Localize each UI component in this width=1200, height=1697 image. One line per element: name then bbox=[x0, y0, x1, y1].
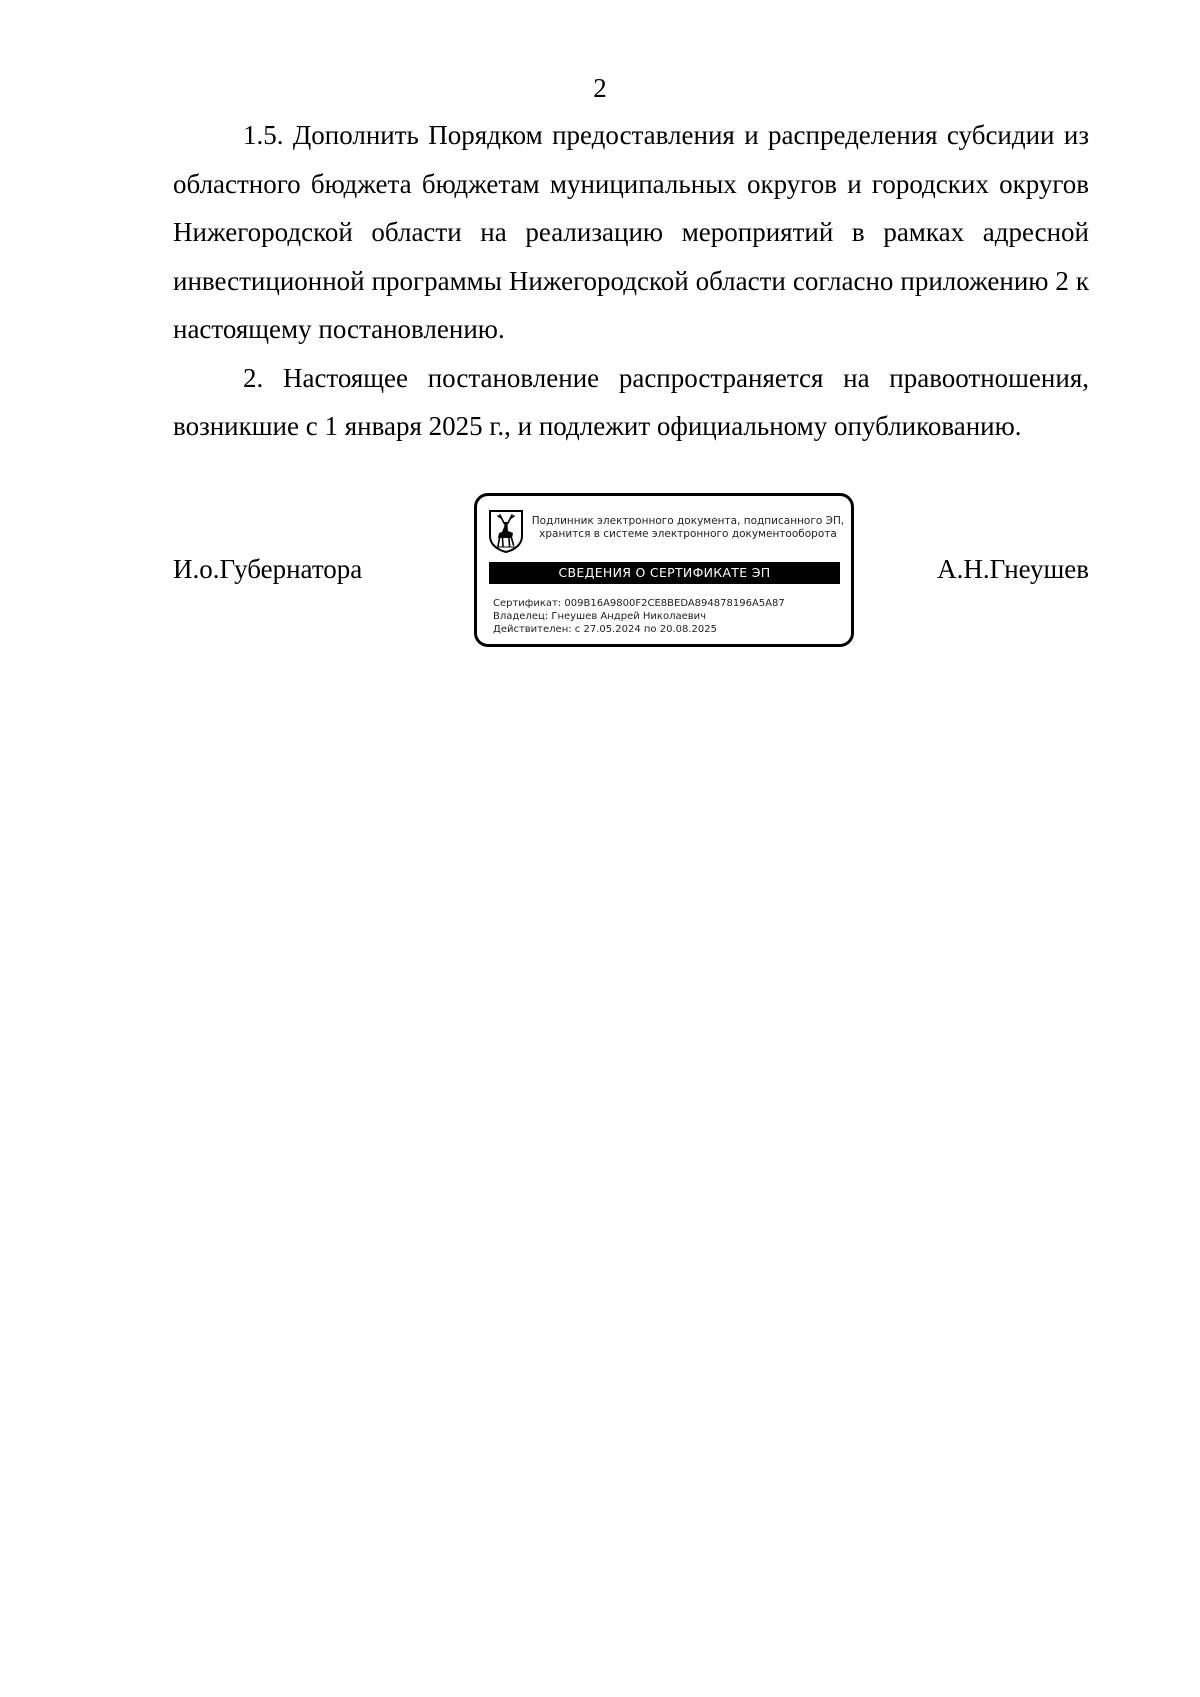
stamp-header: СВЕДЕНИЯ О СЕРТИФИКАТЕ ЭП bbox=[489, 562, 840, 584]
signer-position: И.о.Губернатора bbox=[173, 554, 363, 584]
electronic-signature-stamp bbox=[474, 493, 854, 647]
document-body bbox=[173, 111, 1089, 451]
signer-name: А.Н.Гнеушев bbox=[937, 554, 1089, 584]
stamp-note-line-2: хранится в системе электронного документооборота bbox=[539, 528, 837, 540]
stamp-note bbox=[527, 515, 849, 541]
certificate-validity: Действителен: с 27.05.2024 по 20.08.2025 bbox=[493, 624, 717, 635]
paragraph-2: 2. Настоящее постановление распространяется на правоотношения, возникшие с 1 января 2025 г., и подлежит официальному опубликованию. bbox=[173, 362, 1089, 441]
certificate-owner: Владелец: Гнеушев Андрей Николаевич bbox=[493, 611, 707, 622]
page-number: 2 bbox=[593, 73, 607, 103]
signature-block bbox=[173, 493, 1089, 663]
certificate-details bbox=[493, 597, 785, 636]
paragraph-1-5: 1.5. Дополнить Порядком предоставления и распределения субсидии из областного бюджета бюджетам муниципальных округов и городских округов Нижегородской области на реализацию мероприятий в рамках адресной инвестиционной программы Нижегородской области согласно приложению 2 к настоящему постановлению. bbox=[173, 120, 1089, 344]
certificate-serial: Сертификат: 009B16A9800F2CE8BEDA894878196A5A87 bbox=[493, 598, 785, 609]
nizhny-novgorod-deer-emblem-icon bbox=[488, 509, 524, 553]
stamp-note-line-1: Подлинник электронного документа, подписанного ЭП, bbox=[531, 515, 845, 527]
